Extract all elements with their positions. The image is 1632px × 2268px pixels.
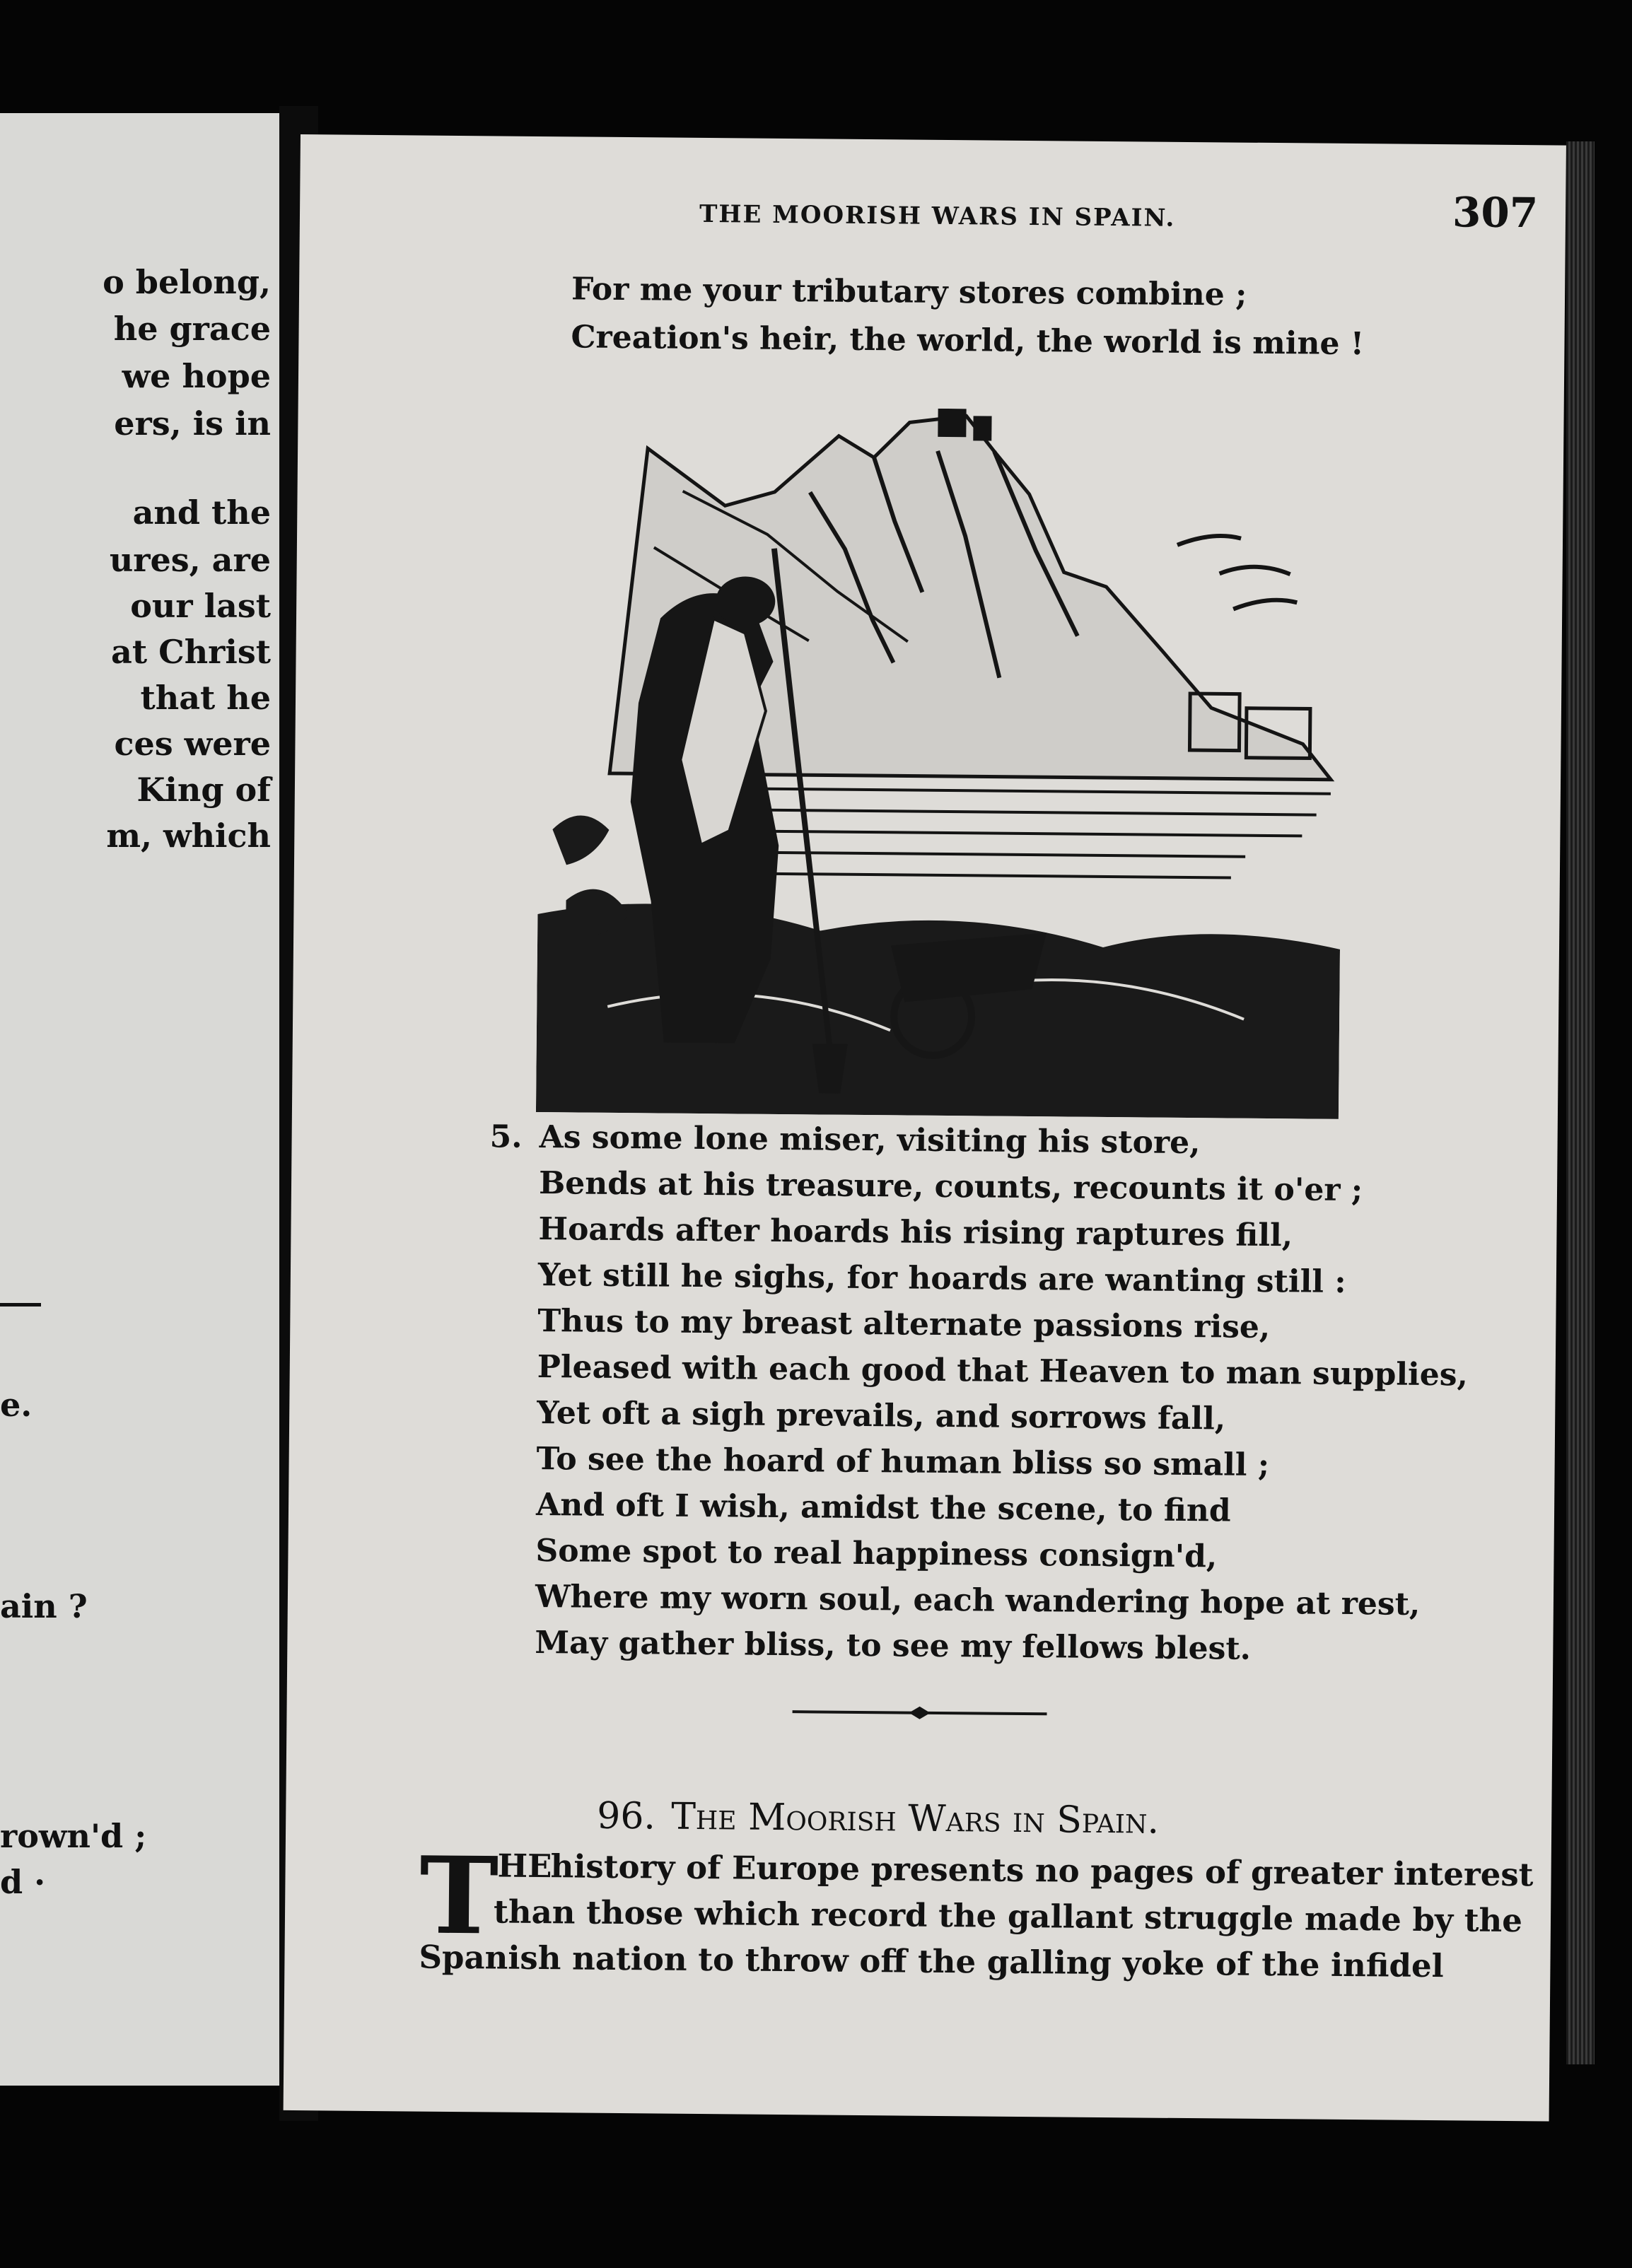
left-text-line: ain ? [0, 1587, 88, 1625]
body-first-word-rest: HE [497, 1847, 552, 1886]
left-text-line: he grace [113, 310, 271, 348]
running-head: THE MOORISH WARS IN SPAIN. [699, 199, 1176, 233]
left-text-line: and the [132, 493, 271, 532]
stanza-line: As some lone miser, visiting his store, [539, 1119, 1201, 1162]
stanza-line: Thus to my breast alternate passions rise, [537, 1302, 1271, 1346]
stanza-line: To see the hoard of human bliss so small ; [536, 1440, 1270, 1484]
body-line: Spanish nation to throw off the galling yoke of the infidel [419, 1938, 1444, 1985]
left-text-line: our last [130, 587, 271, 625]
left-facing-page [0, 113, 279, 2086]
stanza-line: Pleased with each good that Heaven to man supplies, [537, 1348, 1469, 1393]
left-text-line: at Christ [111, 633, 271, 671]
stanza-line: Yet still he sighs, for hoards are wanting still : [537, 1256, 1346, 1300]
verse-line: For me your tributary stores combine ; [571, 271, 1247, 313]
stanza-line: Bends at his treasure, counts, recounts it o'er ; [538, 1164, 1363, 1209]
left-text-line: e. [0, 1386, 33, 1424]
left-text-line: that he [140, 679, 271, 717]
stanza-line: And oft I wish, amidst the scene, to find [535, 1486, 1231, 1529]
left-rule [0, 1303, 41, 1307]
stanza-line: Where my worn soul, each wandering hope at rest, [535, 1578, 1421, 1623]
left-text-line: ures, are [109, 541, 271, 579]
section-divider-ornament [792, 1701, 1047, 1724]
stanza-number: 5. [489, 1118, 523, 1155]
section-title: The Moorish Wars in Spain. [670, 1795, 1160, 1842]
left-text-line: ces were [114, 725, 271, 763]
left-text-line: we hope [122, 357, 271, 395]
left-text-line: ers, is in [114, 404, 271, 443]
stanza-line: Some spot to real happiness consign'd, [535, 1532, 1218, 1575]
stanza-line: Yet oft a sigh prevails, and sorrows fall, [537, 1394, 1226, 1437]
left-text-line: o belong, [103, 263, 271, 301]
stanza-line: Hoards after hoards his rising raptures fill, [538, 1210, 1293, 1254]
verse-line: Creation's heir, the world, the world is mine ! [571, 319, 1365, 363]
body-line: than those which record the gallant struggle made by the [493, 1893, 1523, 1940]
left-text-line: m, which [106, 817, 271, 855]
section-number: 96. [596, 1794, 656, 1838]
left-text-line: King of [136, 771, 271, 809]
right-page [284, 134, 1566, 2122]
page-edge-stack [1566, 141, 1595, 2064]
woodcut-illustration [536, 405, 1345, 1119]
page-number: 307 [1452, 188, 1539, 238]
body-line: history of Europe presents no pages of greater interest [550, 1847, 1534, 1894]
drop-cap: T [419, 1833, 499, 1959]
left-text-line: d · [0, 1863, 46, 1901]
left-text-line: rown'd ; [0, 1817, 147, 1855]
stanza-line: May gather bliss, to see my fellows blest. [535, 1624, 1252, 1667]
